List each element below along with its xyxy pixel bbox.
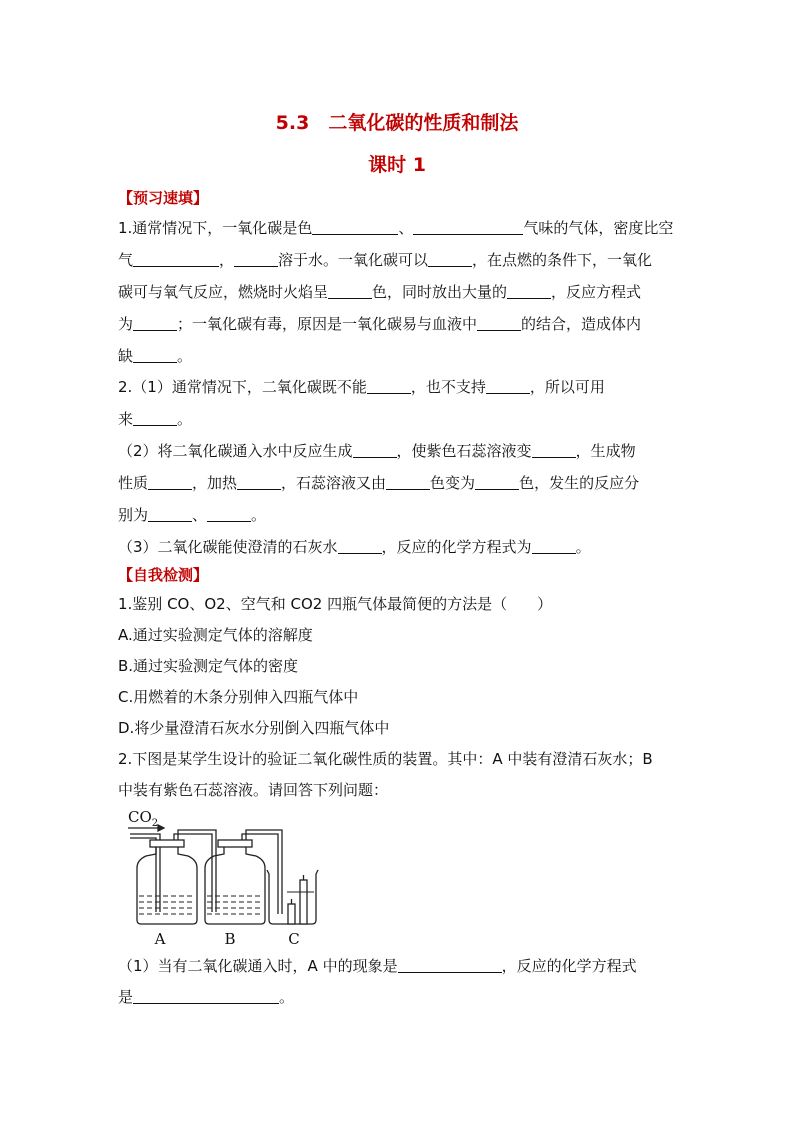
test2-sub1-line-1: （1）当有二氧化碳通入时，A 中的现象是 ，反应的化学方程式 — [118, 957, 637, 975]
label-c: C — [288, 930, 300, 948]
q1-line-5: 缺 。 — [118, 347, 193, 365]
q1-line-4: 为 ；一氧化碳有毒，原因是一氧化碳易与血液中 的结合，造成体内 — [118, 315, 642, 333]
test1-stem: 1.鉴别 CO、O2、空气和 CO2 四瓶气体最简便的方法是（ ） — [118, 595, 553, 613]
blank — [207, 507, 251, 522]
blank — [475, 475, 519, 490]
blank — [386, 475, 430, 490]
blank — [133, 411, 177, 426]
test2-stem-line-2: 中装有紫色石蕊溶液。请回答下列问题： — [118, 781, 389, 799]
q2-part1-line-2: 来 。 — [118, 410, 193, 428]
test1-option-c: C.用燃着的木条分别伸入四瓶气体中 — [118, 688, 359, 706]
test2-stem-line-1: 2.下图是某学生设计的验证二氧化碳性质的装置。其中：A 中装有澄清石灰水；B — [118, 750, 653, 768]
blank — [148, 475, 192, 490]
blank — [398, 958, 502, 973]
blank — [148, 507, 192, 522]
bottle-b-stopper — [218, 840, 252, 847]
section-selfcheck-heading: 【自我检测】 — [118, 566, 209, 584]
q1-line-1: 1.通常情况下，一氧化碳是色 、 气味的气体，密度比空 — [118, 219, 674, 237]
co2-apparatus-diagram — [120, 808, 330, 950]
test1-option-d: D.将少量澄清石灰水分别倒入四瓶气体中 — [118, 719, 390, 737]
q1-line-2: 气 ， 溶于水。一氧化碳可以 ，在点燃的条件下，一氧化 — [118, 251, 653, 269]
q2-part2-line-1: （2）将二氧化碳通入水中反应生成 ，使紫色石蕊溶液变 ，生成物 — [118, 442, 636, 460]
blank — [353, 443, 397, 458]
bottle-b — [205, 844, 265, 924]
q2-part1-line-1: 2.（1）通常情况下，二氧化碳既不能 ，也不支持 ，所以可用 — [118, 378, 605, 396]
candle-tall — [300, 880, 307, 924]
blank — [486, 379, 530, 394]
blank — [338, 539, 382, 554]
gas-inlet-arrowhead — [158, 825, 164, 831]
blank — [532, 443, 576, 458]
blank — [413, 220, 523, 235]
blank — [133, 348, 177, 363]
blank — [328, 284, 372, 299]
label-b: B — [224, 930, 236, 948]
inlet-tube-inner — [130, 838, 156, 912]
test1-option-b: B.通过实验测定气体的密度 — [118, 657, 299, 675]
gas-label: $CO_2$ — [128, 808, 159, 829]
test2-sub1-line-2: 是 。 — [118, 988, 295, 1006]
blank — [312, 220, 398, 235]
blank — [133, 252, 219, 267]
q2-part2-line-3: 别为 、 。 — [118, 506, 267, 524]
blank — [133, 989, 279, 1004]
blank — [237, 475, 281, 490]
blank — [234, 252, 278, 267]
candle-short — [288, 904, 295, 924]
bottle-a-stopper — [150, 840, 184, 847]
test1-option-a: A.通过实验测定气体的溶解度 — [118, 626, 313, 644]
q2-part2-line-2: 性质 ，加热 ，石蕊溶液又由 色变为 色，发生的反应分 — [118, 474, 640, 492]
section-preview-heading: 【预习速填】 — [118, 189, 209, 207]
blank — [532, 539, 576, 554]
q1-line-3: 碳可与氧气反应，燃烧时火焰呈 色，同时放出大量的 ，反应方程式 — [118, 283, 642, 301]
label-a: A — [154, 930, 166, 948]
lesson-title: 5.3 二氧化碳的性质和制法 — [275, 112, 519, 134]
blank — [428, 252, 472, 267]
blank — [133, 316, 177, 331]
blank — [367, 379, 411, 394]
q2-part3-line: （3）二氧化碳能使澄清的石灰水 ，反应的化学方程式为 。 — [118, 538, 591, 556]
blank — [507, 284, 551, 299]
lesson-subtitle: 课时 1 — [368, 154, 426, 176]
blank — [477, 316, 521, 331]
bottle-a — [137, 844, 197, 924]
